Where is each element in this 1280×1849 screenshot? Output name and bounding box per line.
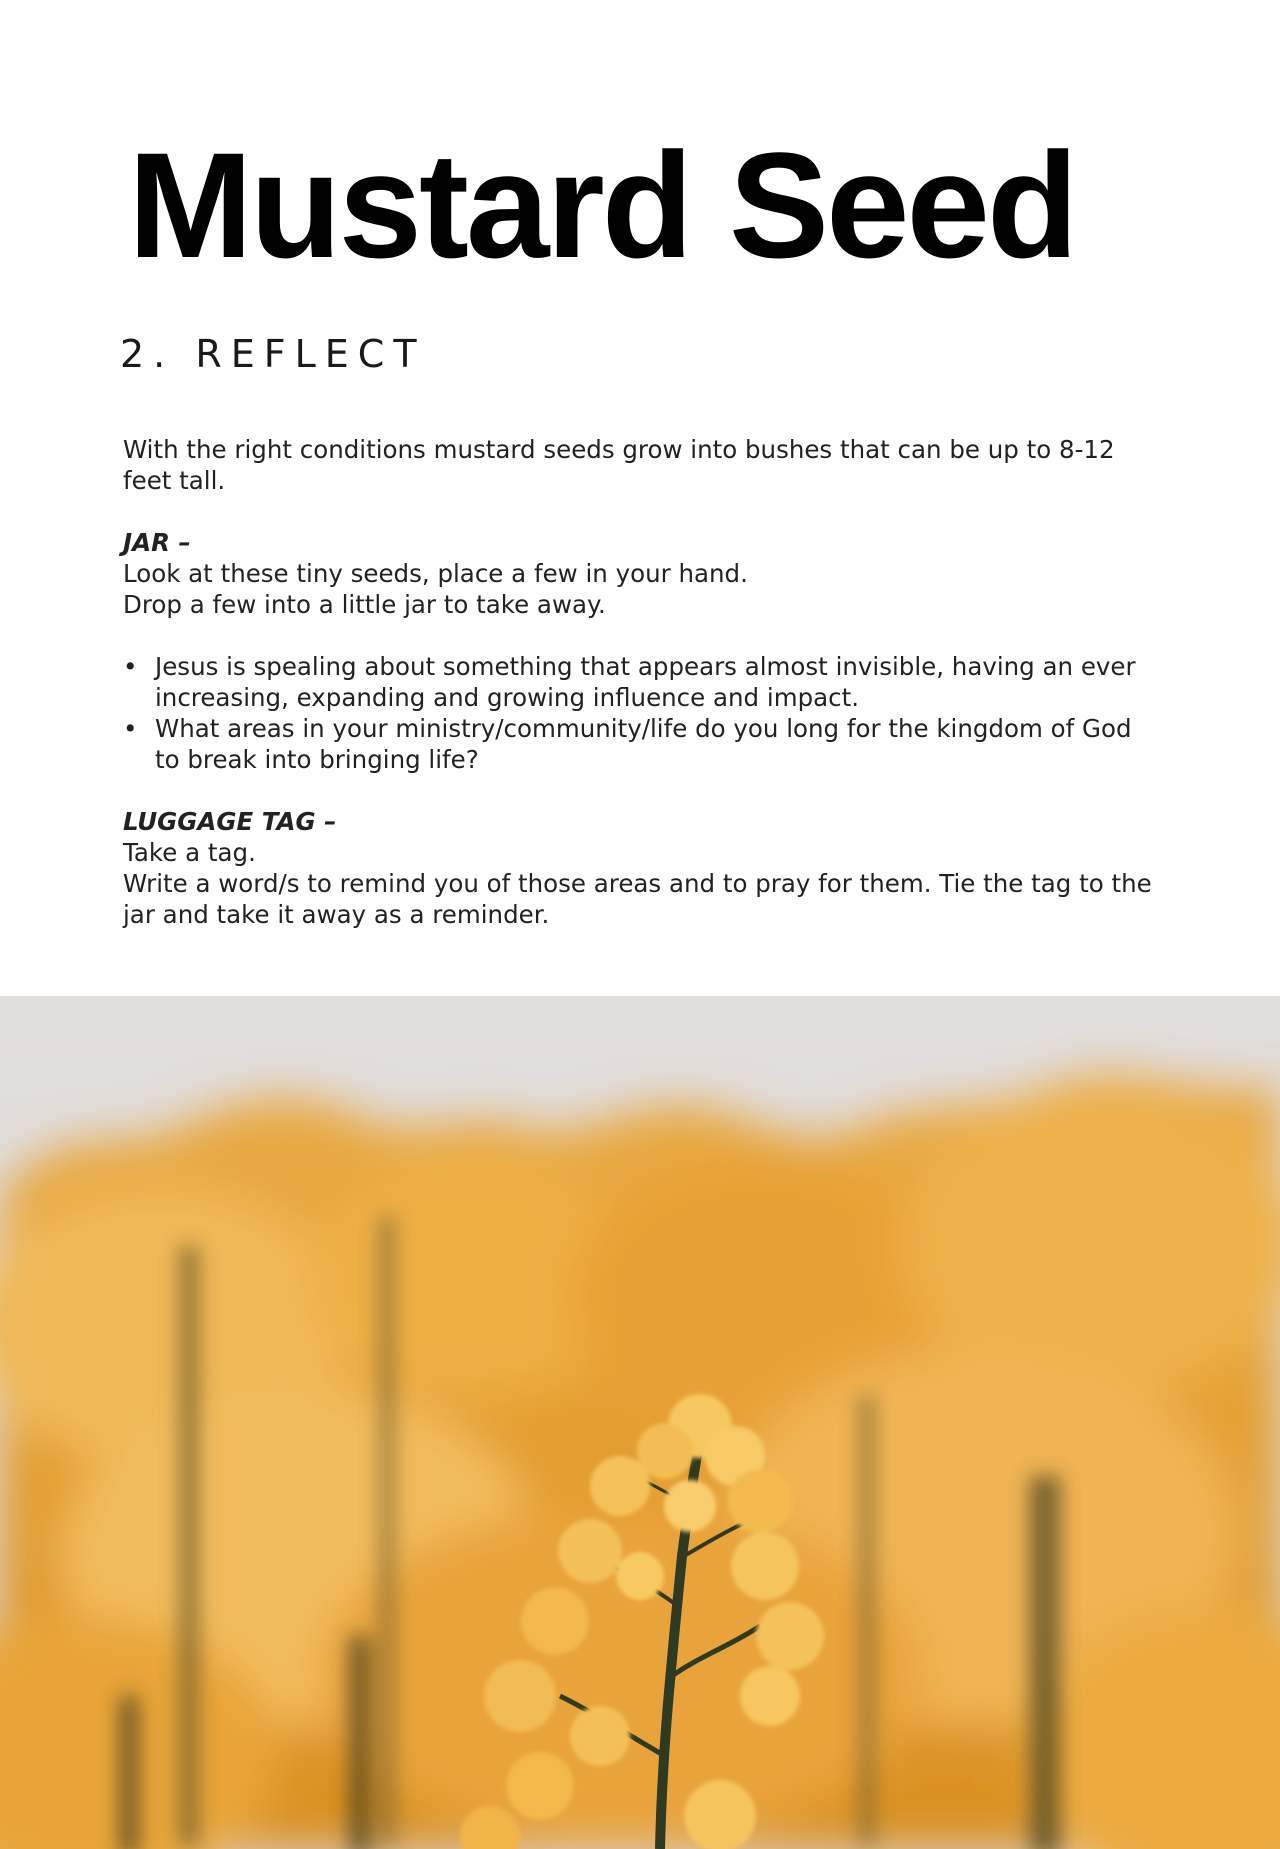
intro-paragraph: With the right conditions mustard seeds grow into bushes that can be up to 8-12 feet tall. — [123, 435, 1115, 495]
luggage-tag-instruction-1: Take a tag. — [123, 838, 256, 867]
reflection-content — [123, 434, 1163, 930]
section-heading: 2. REFLECT — [120, 332, 426, 376]
jar-instruction-2: Drop a few into a little jar to take away. — [123, 590, 606, 619]
bullet-text: Jesus is spealing about something that appears almost invisible, having an ever increasing, expanding and growing influence and impact. — [155, 652, 1136, 712]
jar-label: JAR – — [123, 528, 191, 557]
page-title: Mustard Seed — [128, 121, 1076, 289]
bullet-text: What areas in your ministry/community/life do you long for the kingdom of God to break into bringing life? — [155, 714, 1132, 774]
list-item — [123, 651, 1163, 713]
mustard-flower-field-photo — [0, 996, 1280, 1849]
list-item — [123, 713, 1163, 775]
bullet-icon: • — [123, 652, 138, 681]
reflection-bullet-list — [123, 651, 1163, 775]
luggage-tag-label: LUGGAGE TAG – — [123, 807, 337, 836]
luggage-tag-instruction-2: Write a word/s to remind you of those areas and to pray for them. Tie the tag to the jar and take it away as a reminder. — [123, 869, 1152, 929]
bullet-icon: • — [123, 714, 138, 743]
jar-instruction-1: Look at these tiny seeds, place a few in your hand. — [123, 559, 748, 588]
